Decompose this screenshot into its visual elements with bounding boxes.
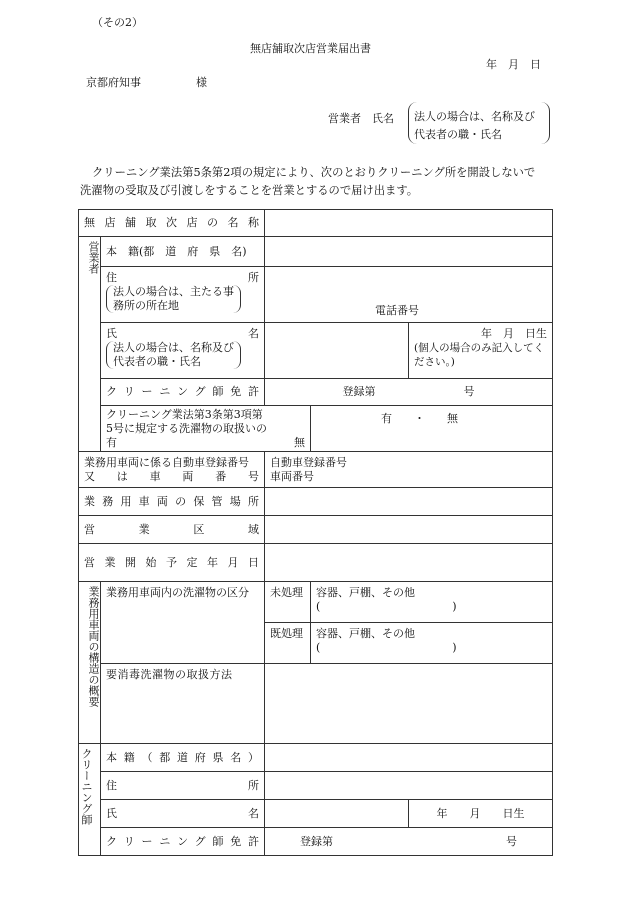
body-text-2: 洗濯物の受取及び引渡しをすることを営業とするので届け出ます。 <box>80 184 419 197</box>
storage-value[interactable] <box>265 488 553 516</box>
cleaner-birth-label: 年 月 日生 <box>436 806 525 820</box>
special-label-1: クリーニング業法第3条第3項第 <box>106 407 263 421</box>
name-note-1: 法人の場合は、名称及び <box>113 341 234 354</box>
cleaner-group-label: クリーニング師 <box>79 744 101 856</box>
untreated-label: 未処理 <box>270 586 303 599</box>
area-label: 営業区域 <box>84 522 259 536</box>
address-note-2: 務所の所在地 <box>113 299 179 312</box>
name-note-2: 代表者の職・氏名 <box>113 355 201 368</box>
untreated-paren: ( ) <box>316 600 457 613</box>
applicant-note-2: 代表者の職・氏名 <box>414 128 502 141</box>
license-value[interactable] <box>265 379 553 406</box>
treated-container: 容器、戸棚、その他 <box>316 627 415 640</box>
form-number: （その2） <box>92 16 143 29</box>
cleaner-domicile-value[interactable] <box>265 744 553 772</box>
name-note <box>106 341 241 369</box>
cleaner-license-value[interactable] <box>265 828 553 856</box>
treated-label: 既処理 <box>270 627 303 640</box>
birth-note-1: (個人の場合のみ記入してく <box>414 342 545 354</box>
untreated-value[interactable] <box>311 582 553 623</box>
yes-no-text: 有 ・ 無 <box>381 412 458 425</box>
shop-name-label: 無店舗取次店の名称 <box>84 216 259 229</box>
treated-value[interactable] <box>311 623 553 664</box>
disinfect-value[interactable] <box>265 664 553 744</box>
address-note <box>106 285 241 313</box>
start-date-label: 営業開始予定年月日 <box>84 555 259 569</box>
vehicle-reg-label: 自動車登録番号 <box>270 455 347 469</box>
vehicle-number-label: 車両番号 <box>270 469 314 483</box>
structure-group-label: 業務用車両の構造の概要 <box>79 582 101 744</box>
address-note-1: 法人の場合は、主たる事 <box>113 285 234 298</box>
cleaner-address-value[interactable] <box>265 772 553 800</box>
cleaner-name-label: 氏名 <box>106 806 259 820</box>
cleaner-license-label: クリーニング師免許 <box>106 834 259 848</box>
special-label-2: 5号に規定する洗濯物の取扱いの <box>106 421 267 435</box>
yes-no-choice[interactable] <box>311 406 553 452</box>
notification-form-table <box>78 209 553 856</box>
document-title: 無店舗取次店営業届出書 <box>250 42 371 55</box>
body-text-1: クリーニング業法第5条第2項の規定により、次のとおりクリーニング所を開設しないで <box>92 166 536 179</box>
partition-label: 業務用車両内の洗濯物の区分 <box>106 586 249 599</box>
domicile-label: 本 籍(都 道 府 県 名) <box>106 244 247 258</box>
address-label: 住所 <box>106 271 259 284</box>
name-label: 氏名 <box>106 327 259 340</box>
vehicle-no-label-2: 又 は 車 両 番 号 <box>84 469 259 483</box>
cleaner-address-label: 住所 <box>106 778 259 792</box>
disinfect-label: 要消毒洗濯物の取扱方法 <box>106 668 233 681</box>
cleaner-reg-suffix: 号 <box>506 834 518 848</box>
treated-paren: ( ) <box>316 641 457 654</box>
untreated-container: 容器、戸棚、その他 <box>316 586 415 599</box>
license-label: クリーニング師免許 <box>106 385 259 398</box>
special-label-3a: 有 <box>106 435 117 449</box>
address-value[interactable] <box>265 267 553 323</box>
applicant-label: 営業者 氏名 <box>328 112 394 125</box>
operator-group-label: 営業者 <box>79 237 101 452</box>
cleaner-domicile-label: 本籍（都道府県名） <box>106 750 259 764</box>
vehicle-no-label-1: 業務用車両に係る自動車登録番号 <box>84 455 249 469</box>
addressee-prefix: 京都府知事 <box>86 76 141 89</box>
cleaner-name-value[interactable] <box>265 800 409 828</box>
vehicle-no-value[interactable] <box>265 452 553 488</box>
special-label-3b: 無 <box>294 435 305 449</box>
phone-label: 電話番号 <box>375 304 419 317</box>
domicile-value[interactable] <box>265 237 553 267</box>
storage-label: 業務用車両の保管場所 <box>84 494 259 508</box>
birth-note-2: ださい。) <box>414 356 455 368</box>
cleaner-reg-label: 登録第 <box>300 834 333 848</box>
start-date-value[interactable] <box>265 544 553 582</box>
area-value[interactable] <box>265 516 553 544</box>
applicant-note-1: 法人の場合は、名称及び <box>414 110 535 123</box>
birth-label: 年 月 日生 <box>481 327 548 340</box>
reg-no-label: 登録第 号 <box>342 385 475 398</box>
name-value[interactable] <box>265 323 409 379</box>
shop-name-value[interactable] <box>265 210 553 237</box>
date-field[interactable]: 年 月 日 <box>486 58 541 71</box>
addressee-suffix: 様 <box>196 76 207 89</box>
